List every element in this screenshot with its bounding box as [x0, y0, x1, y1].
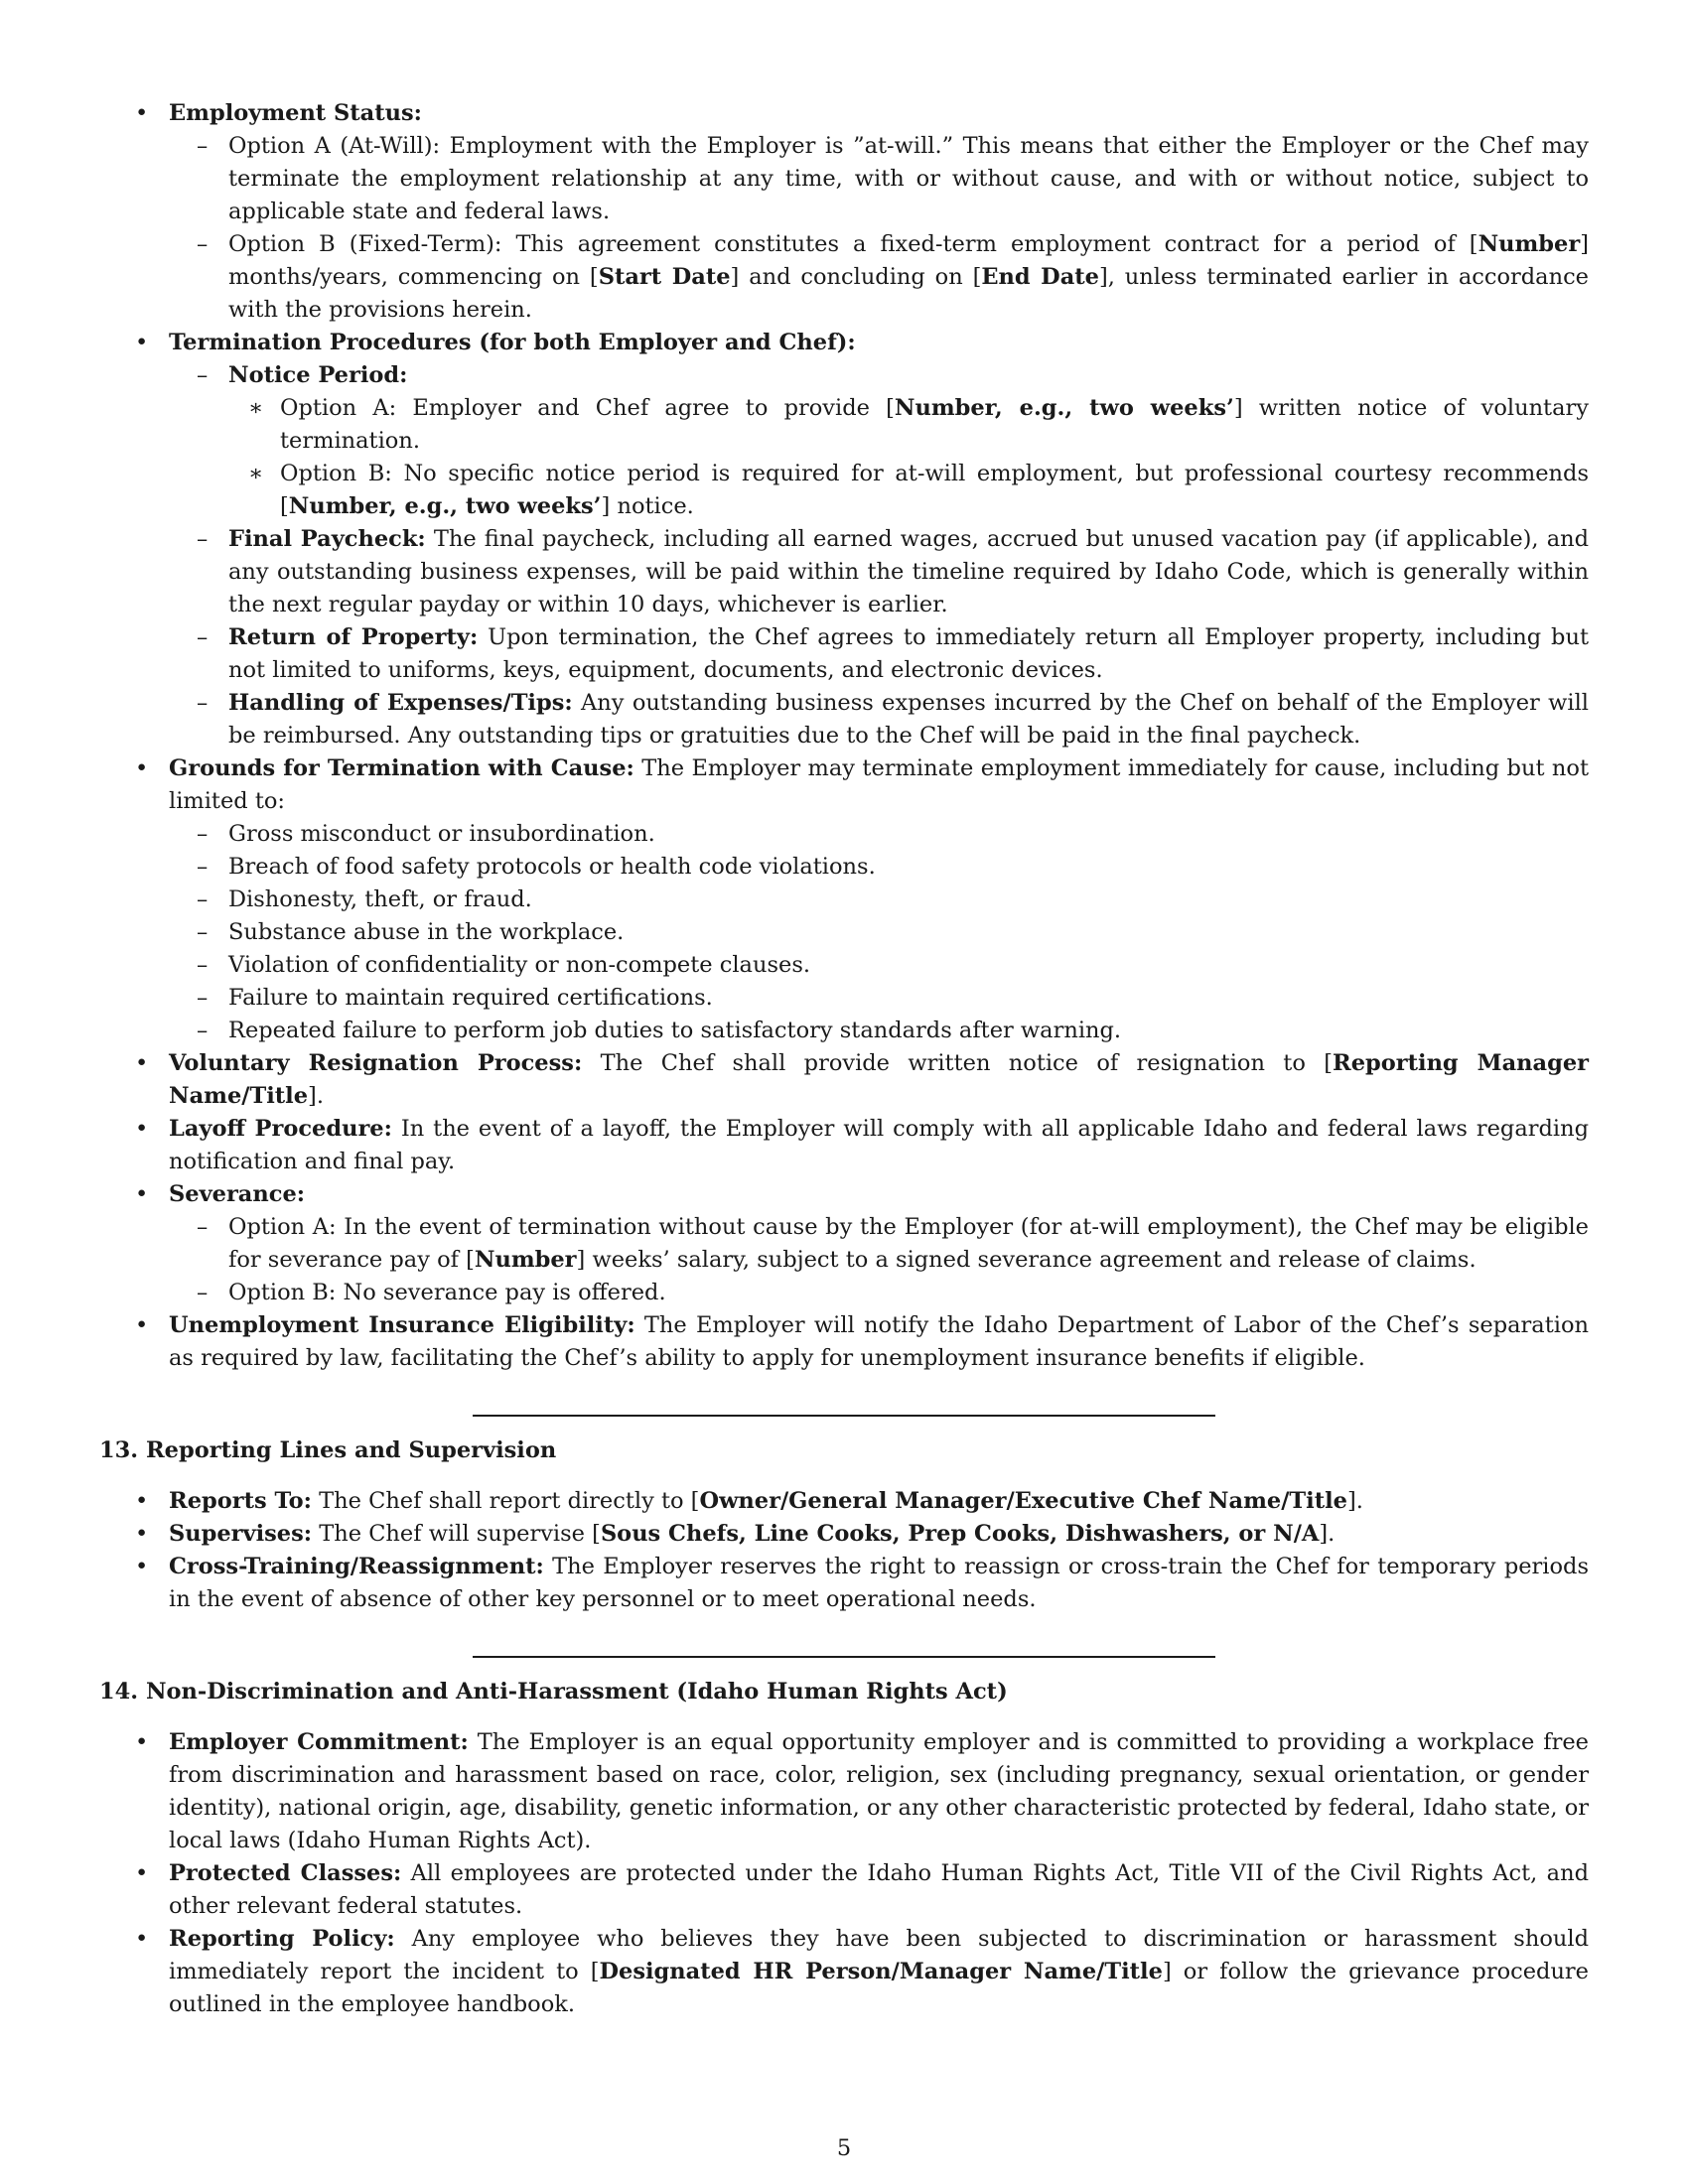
- return-property-item: – Return of Property: Upon termination, the Chef agrees to immediately return all Employer property, including but not limited to uniforms, keys, equipment, documents, and electronic devices.: [169, 621, 1589, 687]
- grounds-list-item: – Breach of food safety protocols or health code violations.: [169, 851, 1589, 884]
- notice-option-a: ∗ Option A: Employer and Chef agree to provide [Number, e.g., two weeks’] written notice of voluntary termination.: [228, 392, 1589, 458]
- reporting-policy-item: • Reporting Policy: Any employee who believes they have been subjected to discrimination or harassment should immediately report the incident to [Designated HR Person/Manager Name/Title] or follow the grievance procedure outlined in the employee handbook.: [99, 1923, 1589, 2021]
- document-page: [99, 97, 1589, 2021]
- unemployment-item: • Unemployment Insurance Eligibility: The Employer will notify the Idaho Department of Labor of the Chef’s separation as required by law, facilitating the Chef’s ability to apply for unemployment insurance benefits if eligible.: [99, 1309, 1589, 1375]
- severance-item: • Severance: – Option A: In the event of termination without cause by the Employer (for at-will employment), the Chef may be eligible for severance pay of [Number] weeks’ salary, subject to a signed severance agreement and release of claims. – Option B: No severance pay is offered.: [99, 1178, 1589, 1309]
- employment-option-a: – Option A (At-Will): Employment with the Employer is ”at-will.” This means that either the Employer or the Chef may terminate the employment relationship at any time, with or without cause, and with or without notice, subject to applicable state and federal laws.: [169, 130, 1589, 228]
- section-14-list: [99, 1726, 1589, 2021]
- employment-status-item: [99, 97, 1589, 327]
- page-number: 5: [836, 2135, 852, 2161]
- grounds-list-item: – Gross misconduct or insubordination.: [169, 818, 1589, 851]
- grounds-list-item: – Violation of confidentiality or non-compete clauses.: [169, 949, 1589, 982]
- termination-procedures-label: Termination Procedures (for both Employer and Chef):: [169, 330, 856, 355]
- cross-training-item: • Cross-Training/Reassignment: The Employer reserves the right to reassign or cross-train the Chef for temporary periods in the event of absence of other key personnel or to meet operational needs.: [99, 1551, 1589, 1616]
- notice-period-item: – Notice Period: ∗ Option A: Employer and Chef agree to provide [Number, e.g., two weeks’] written notice of voluntary termination. ∗ Option B: No specific notice period is required for at-will employment, but professional courtesy recommends [Number, e.g., two weeks’] notice.: [169, 359, 1589, 523]
- section-13-list: [99, 1485, 1589, 1616]
- severance-option-b: – Option B: No severance pay is offered.: [169, 1277, 1589, 1309]
- termination-list: [99, 97, 1589, 1375]
- employment-option-b: – Option B (Fixed-Term): This agreement constitutes a fixed-term employment contract for a period of [Number] months/years, commencing on [Start Date] and concluding on [End Date], unless terminated earlier in accordance with the provisions herein.: [169, 228, 1589, 327]
- employment-status-label: Employment Status:: [169, 100, 422, 126]
- final-paycheck-item: – Final Paycheck: The final paycheck, including all earned wages, accrued but unused vacation pay (if applicable), and any outstanding business expenses, will be paid within the timeline required by Idaho Code, which is generally within the next regular payday or within 10 days, whichever is earlier.: [169, 523, 1589, 621]
- grounds-list-item: – Substance abuse in the workplace.: [169, 916, 1589, 949]
- grounds-termination-item: • Grounds for Termination with Cause: The Employer may terminate employment immediately for cause, including but not limited to: – Gross misconduct or insubordination. – Breach of food safety protocols or health code violations. – Dishonesty, theft, or fraud. – Substance abuse in the workplace. – Violation of confidentiality or non-compete clauses. – Failure to maintain required certifications. – Repeated failure to perform job duties to satisfactory standards after warning.: [99, 752, 1589, 1047]
- protected-classes-item: • Protected Classes: All employees are protected under the Idaho Human Rights Act, Title VII of the Civil Rights Act, and other relevant federal statutes.: [99, 1857, 1589, 1923]
- voluntary-resignation-item: • Voluntary Resignation Process: The Chef shall provide written notice of resignation to [Reporting Manager Name/Title].: [99, 1047, 1589, 1113]
- section-13-heading: 13. Reporting Lines and Supervision: [99, 1437, 557, 1463]
- horizontal-rule: [473, 1656, 1215, 1658]
- expenses-tips-item: – Handling of Expenses/Tips: Any outstanding business expenses incurred by the Chef on behalf of the Employer will be reimbursed. Any outstanding tips or gratuities due to the Chef will be paid in the final paycheck.: [169, 687, 1589, 752]
- employer-commitment-item: • Employer Commitment: The Employer is an equal opportunity employer and is committed to providing a workplace free from discrimination and harassment based on race, color, religion, sex (including pregnancy, sexual orientation, or gender identity), national origin, age, disability, genetic information, or any other characteristic protected by federal, Idaho state, or local laws (Idaho Human Rights Act).: [99, 1726, 1589, 1857]
- section-14-heading: 14. Non-Discrimination and Anti-Harassment (Idaho Human Rights Act): [99, 1679, 1008, 1705]
- termination-procedures-item: [99, 327, 1589, 752]
- notice-option-b: ∗ Option B: No specific notice period is required for at-will employment, but professional courtesy recommends [Number, e.g., two weeks’] notice.: [228, 458, 1589, 523]
- supervises-item: • Supervises: The Chef will supervise [Sous Chefs, Line Cooks, Prep Cooks, Dishwashers, or N/A].: [99, 1518, 1589, 1551]
- reports-to-item: • Reports To: The Chef shall report directly to [Owner/General Manager/Executive Chef Name/Title].: [99, 1485, 1589, 1518]
- grounds-list-item: – Dishonesty, theft, or fraud.: [169, 884, 1589, 916]
- grounds-list-item: – Failure to maintain required certifications.: [169, 982, 1589, 1015]
- layoff-procedure-item: • Layoff Procedure: In the event of a layoff, the Employer will comply with all applicable Idaho and federal laws regarding notification and final pay.: [99, 1113, 1589, 1178]
- grounds-list-item: – Repeated failure to perform job duties to satisfactory standards after warning.: [169, 1015, 1589, 1047]
- horizontal-rule: [473, 1415, 1215, 1417]
- severance-option-a: – Option A: In the event of termination without cause by the Employer (for at-will employment), the Chef may be eligible for severance pay of [Number] weeks’ salary, subject to a signed severance agreement and release of claims.: [169, 1211, 1589, 1277]
